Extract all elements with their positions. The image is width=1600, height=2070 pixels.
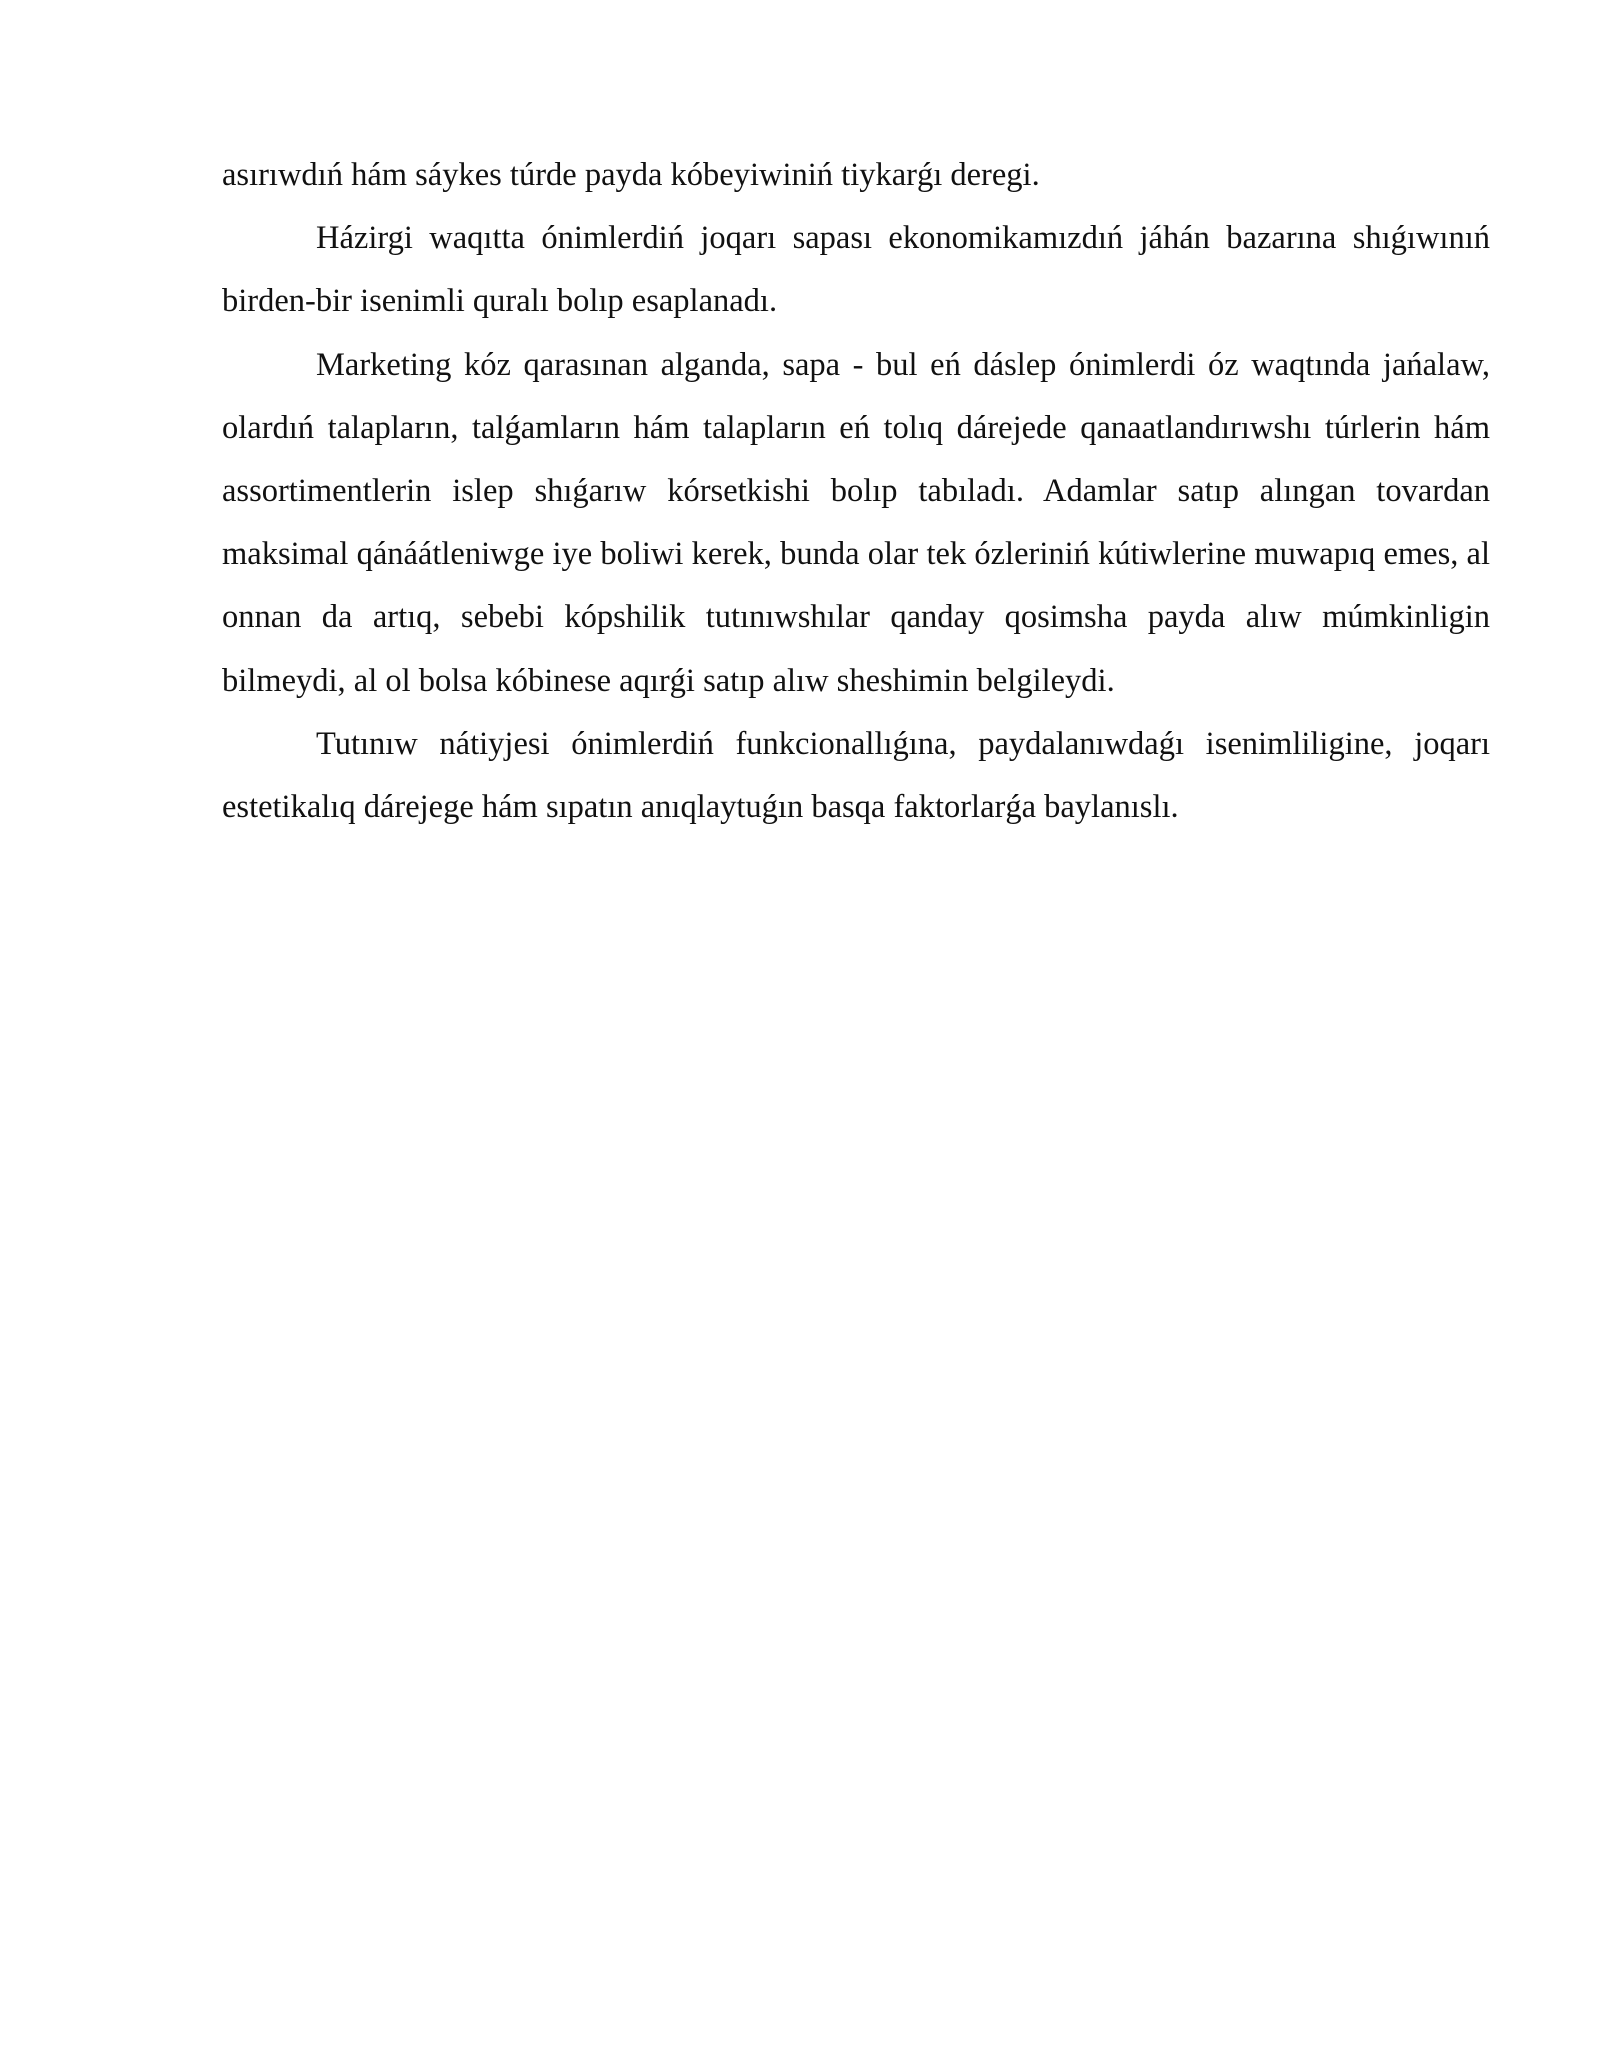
paragraph-marketing-quality: Marketing kóz qarasınan alganda, sapa - bul eń dáslep ónimlerdi óz waqtında jańalaw, olardıń talapların, talǵamların hám talapların eń tolıq dárejede qanaatlandırıwshı túrlerin hám assortimentlerin islep shıǵarıw kórsetkishi bolıp tabıladı. Adamlar satıp alıngan tovardan maksimal qánáátleniwge iye boliwi kerek, bunda olar tek ózleriniń kútiwlerine muwapıq emes, al onnan da artıq, sebebi kópshilik tutınıwshılar qanday qosimsha payda alıw múmkinligin bilmeydi, al ol bolsa kóbinese aqırǵi satıp alıw sheshimin belgileydi. [222, 346, 1490, 699]
paragraph-consumption-result: Tutınıw nátiyjesi ónimlerdiń funkcionallıǵına, paydalanıwdaǵı isenimliligine, joqarı estetikalıq dárejege hám sıpatın anıqlaytuǵın basqa faktorlarǵa baylanıslı. [222, 725, 1490, 826]
paragraph-continuation: asırıwdıń hám sáykes túrde payda kóbeyiwiniń tiykarǵı deregi. [222, 157, 1040, 193]
paragraph-quality-export: Házirgi waqıtta ónimlerdiń joqarı sapası ekonomikamızdıń jáhán bazarına shıǵıwınıń birden-bir isenimli quralı bolıp esaplanadı. [222, 220, 1490, 320]
document-body [222, 144, 1490, 839]
